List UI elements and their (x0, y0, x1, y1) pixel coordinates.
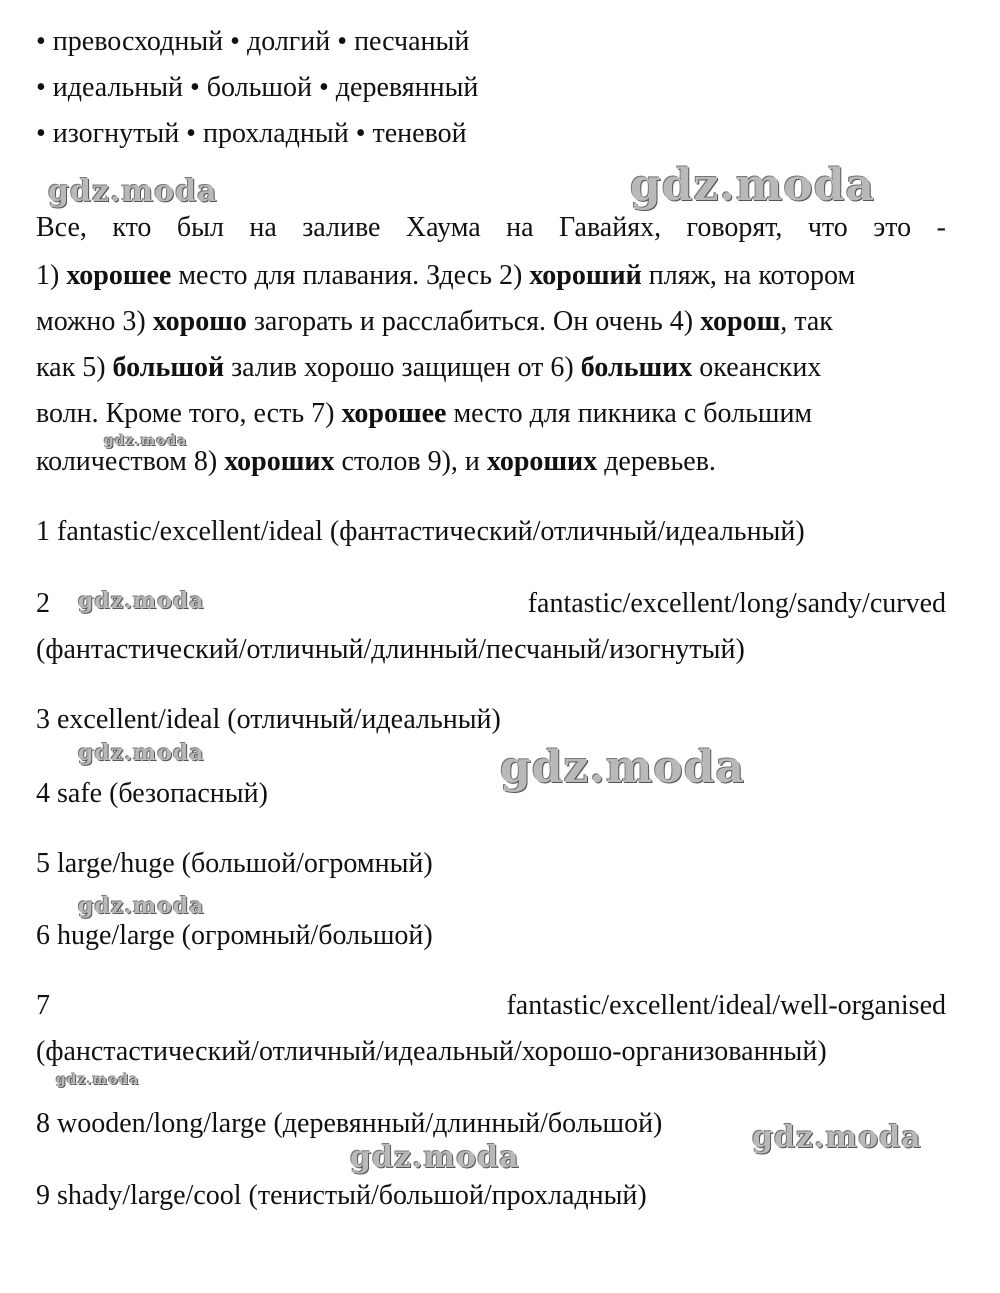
word: заливе (302, 212, 381, 243)
answer-2-translation: (фантастический/отличный/длинный/песчаный/изогнутый) (36, 634, 745, 665)
watermark: gdz.moda (78, 588, 205, 614)
answer-7-number: 7 (36, 990, 50, 1021)
bold-word: больших (580, 352, 693, 383)
bold-word: большой (112, 352, 225, 383)
answer-7-words: fantastic/excellent/ideal/well-organised (506, 990, 946, 1021)
answer-7-translation: (фанстастический/отличный/идеальный/хорошо-организованный) (36, 1036, 827, 1067)
bold-word: хороший (529, 260, 642, 291)
word: говорят, (686, 212, 783, 243)
bold-word: хороших (486, 446, 598, 477)
word: на (249, 212, 277, 243)
answer-4: 4 safe (безопасный) (36, 778, 268, 809)
adjective-row-2: • идеальный • большой • деревянный (36, 72, 479, 103)
word: был (176, 212, 224, 243)
answer-3: 3 excellent/ideal (отличный/идеальный) (36, 704, 501, 735)
watermark: gdz.moda (350, 1140, 520, 1175)
watermark: gdz.moda (48, 174, 218, 209)
word: Хаума (405, 212, 481, 243)
answer-8: 8 wooden/long/large (деревянный/длинный/большой) (36, 1108, 663, 1139)
bold-word: хорош (700, 306, 781, 337)
bold-word: хорошее (66, 260, 172, 291)
answer-9: 9 shady/large/cool (тенистый/большой/прохладный) (36, 1180, 647, 1211)
watermark: gdz.moda (78, 740, 205, 766)
adjective-row-1: • превосходный • долгий • песчаный (36, 26, 470, 57)
bold-word: хорошее (341, 398, 447, 429)
paragraph-line-6: количеством 8) хороших столов 9), и хороших деревьев. (36, 446, 716, 477)
watermark: gdz.moda (104, 433, 188, 449)
bold-word: хороших (224, 446, 335, 477)
answer-5: 5 large/huge (большой/огромный) (36, 848, 433, 879)
paragraph-line-2: 1) хорошее место для плавания. Здесь 2) хороший пляж, на котором (36, 260, 856, 291)
adjective-row-3: • изогнутый • прохладный • теневой (36, 118, 467, 149)
answer-1: 1 fantastic/excellent/ideal (фантастический/отличный/идеальный) (36, 516, 805, 547)
answer-2-number: 2 (36, 588, 50, 619)
word: Все, (36, 212, 87, 243)
bold-word: хорошо (152, 306, 247, 337)
answer-6: 6 huge/large (огромный/большой) (36, 920, 433, 951)
watermark: gdz.moda (78, 893, 205, 919)
paragraph-line-3: можно 3) хорошо загорать и расслабиться. Он очень 4) хорош, так (36, 306, 833, 337)
watermark: gdz.moda (500, 742, 746, 793)
word: это (873, 212, 912, 243)
watermark: gdz.moda (630, 160, 876, 211)
word: кто (112, 212, 152, 243)
answer-2-words: fantastic/excellent/long/sandy/curved (527, 588, 946, 619)
paragraph-line-5: волн. Кроме того, есть 7) хорошее место для пикника с большим (36, 398, 813, 429)
watermark: gdz.moda (752, 1120, 922, 1155)
word: на (506, 212, 534, 243)
paragraph-line-1 (36, 210, 946, 246)
word: - (936, 212, 946, 243)
word: что (807, 212, 848, 243)
word: Гавайях, (559, 212, 662, 243)
watermark: gdz.moda (56, 1072, 140, 1088)
paragraph-line-4: как 5) большой залив хорошо защищен от 6) больших океанских (36, 352, 822, 383)
